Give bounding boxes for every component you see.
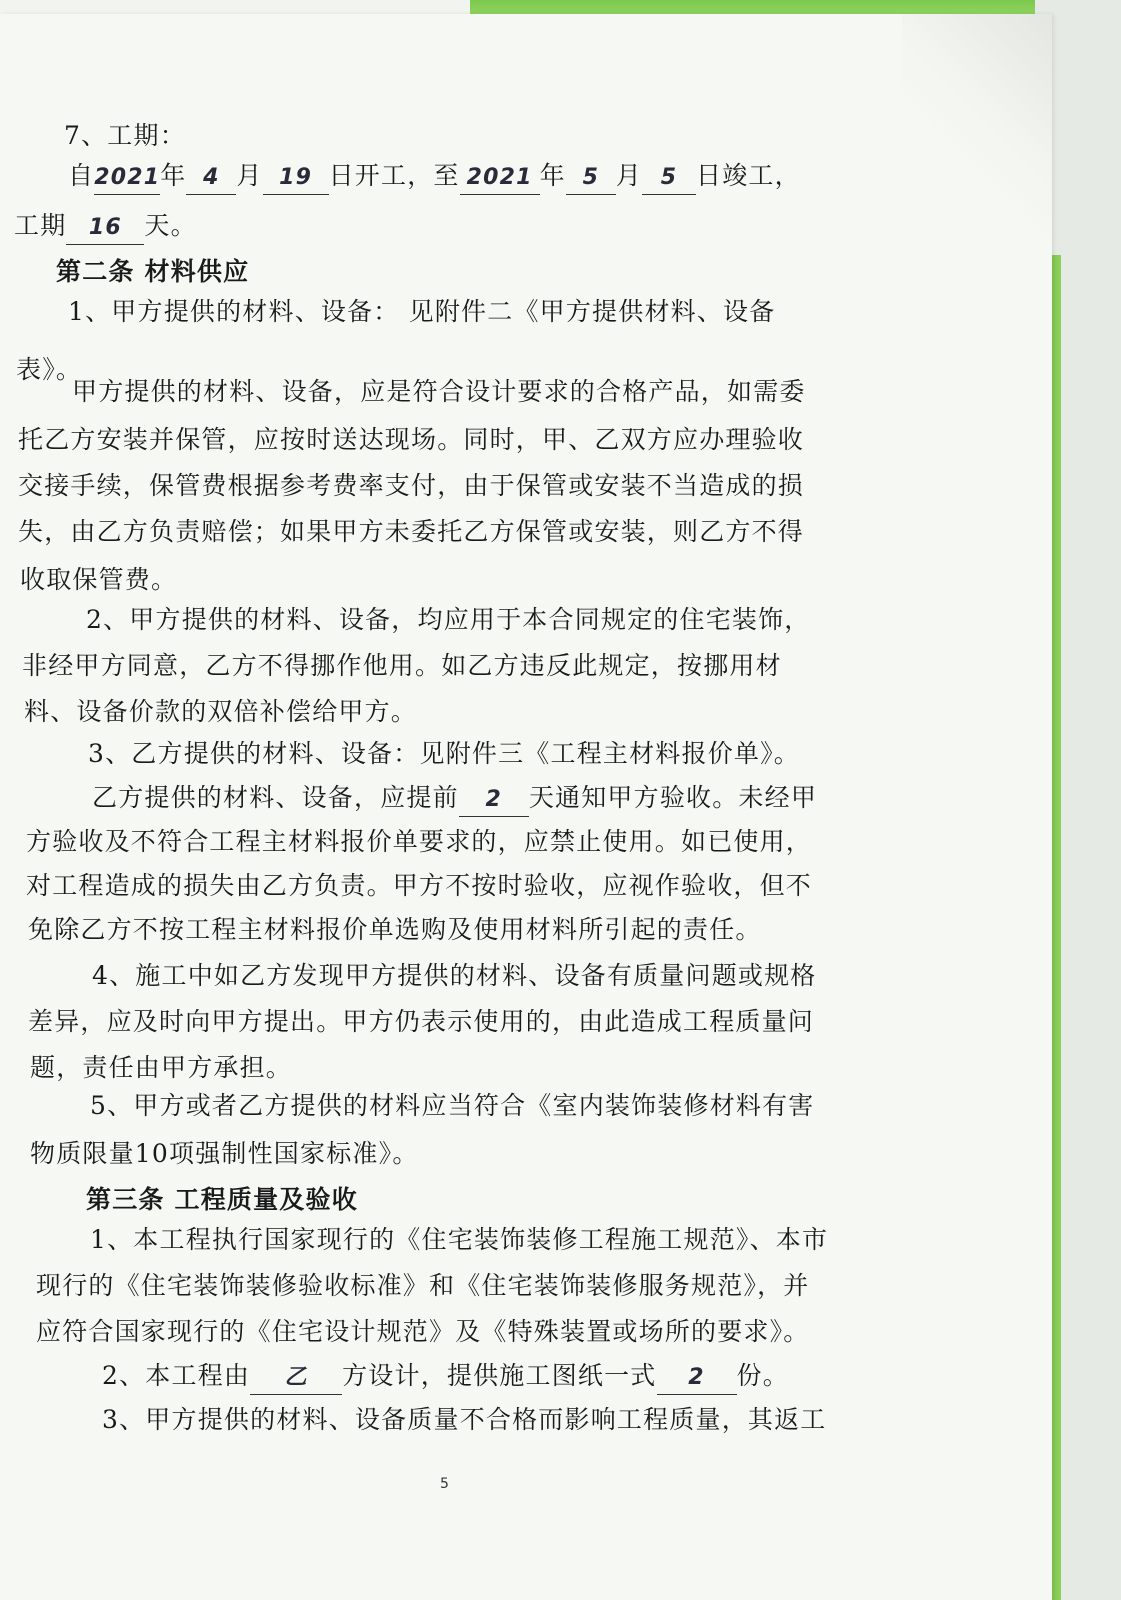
- article2-line: 差异，应及时向甲方提出。甲方仍表示使用的，由此造成工程质量问: [28, 1007, 815, 1036]
- notice-post: 天通知甲方验收。未经甲: [528, 783, 818, 812]
- article2-line: 3、乙方提供的材料、设备：见附件三《工程主材料报价单》。: [88, 739, 801, 768]
- start-year: 2021: [94, 162, 160, 195]
- year-label-1: 年: [160, 161, 187, 190]
- notice-days: 2: [459, 784, 529, 817]
- section7-dates: [68, 160, 801, 195]
- article2-line: 4、施工中如乙方发现甲方提供的材料、设备有质量问题或规格: [92, 961, 817, 990]
- article3-line: 现行的《住宅装饰装修验收标准》和《住宅装饰装修服务规范》，并: [36, 1271, 810, 1300]
- design-pre: 2、本工程由: [102, 1361, 251, 1390]
- start-day: 19: [263, 162, 329, 195]
- article2-line: 题，责任由甲方承担。: [30, 1053, 293, 1082]
- section7-period: [14, 210, 197, 245]
- from-label: 自: [68, 161, 95, 190]
- article2-line: 1、甲方提供的材料、设备： 见附件二《甲方提供材料、设备: [68, 297, 776, 326]
- end-year: 2021: [460, 162, 540, 195]
- article2-line: 免除乙方不按工程主材料报价单选购及使用材料所引起的责任。: [28, 915, 762, 944]
- end-label: 日竣工，: [696, 161, 801, 190]
- end-day: 5: [642, 162, 696, 195]
- month-label-2: 月: [615, 161, 643, 190]
- article3-line: 1、本工程执行国家现行的《住宅装饰装修工程施工规范》、本市: [90, 1225, 829, 1254]
- period-label: 工期: [14, 211, 67, 240]
- start-month: 4: [186, 162, 236, 195]
- article2-line: 托乙方安装并保管，应按时送达现场。同时，甲、乙双方应办理验收: [18, 425, 805, 454]
- article2-line: 交接手续，保管费根据参考费率支付，由于保管或安装不当造成的损: [18, 471, 805, 500]
- article2-line: 收取保管费。: [20, 565, 178, 594]
- article3-heading: 第三条 工程质量及验收: [86, 1185, 358, 1214]
- design-line: [102, 1360, 789, 1395]
- article2-heading: 第二条 材料供应: [56, 257, 250, 286]
- page-number: 5: [440, 1476, 449, 1492]
- article2-line: 甲方提供的材料、设备，应是符合设计要求的合格产品，如需委: [72, 377, 806, 406]
- notice-line: [92, 782, 817, 817]
- article2-line: 方验收及不符合工程主材料报价单要求的，应禁止使用。如已使用，: [26, 827, 813, 856]
- article2-line: 5、甲方或者乙方提供的材料应当符合《室内装饰装修材料有害: [90, 1091, 815, 1120]
- article3-line: 3、甲方提供的材料、设备质量不合格而影响工程质量，其返工: [102, 1405, 827, 1434]
- start-label: 日开工，至: [328, 161, 460, 190]
- article2-line: 非经甲方同意，乙方不得挪作他用。如乙方违反此规定，按挪用材: [22, 651, 782, 680]
- article2-line: 物质限量10项强制性国家标准》。: [30, 1139, 419, 1168]
- design-party: 乙: [250, 1362, 342, 1395]
- design-copies: 2: [657, 1362, 737, 1395]
- article2-line: 2、甲方提供的材料、设备，均应用于本合同规定的住宅装饰，: [86, 605, 811, 634]
- article2-line: 料、设备价款的双倍补偿给甲方。: [24, 697, 418, 726]
- end-month: 5: [566, 162, 616, 195]
- article2-line: 表》。: [16, 355, 83, 384]
- period-unit: 天。: [144, 211, 197, 240]
- page-fold: [902, 14, 1052, 274]
- design-post: 份。: [736, 1361, 789, 1390]
- notice-pre: 乙方提供的材料、设备，应提前: [92, 783, 459, 812]
- section7-title: 7、工期：: [64, 121, 186, 150]
- year-label-2: 年: [539, 161, 566, 190]
- month-label-1: 月: [236, 161, 263, 190]
- article2-line: 失，由乙方负责赔偿；如果甲方未委托乙方保管或安装，则乙方不得: [18, 517, 805, 546]
- article3-line: 应符合国家现行的《住宅设计规范》及《特殊装置或场所的要求》。: [36, 1317, 810, 1346]
- period-days: 16: [66, 212, 144, 245]
- design-mid: 方设计，提供施工图纸一式: [342, 1361, 657, 1390]
- article2-line: 对工程造成的损失由乙方负责。甲方不按时验收，应视作验收，但不: [26, 871, 813, 900]
